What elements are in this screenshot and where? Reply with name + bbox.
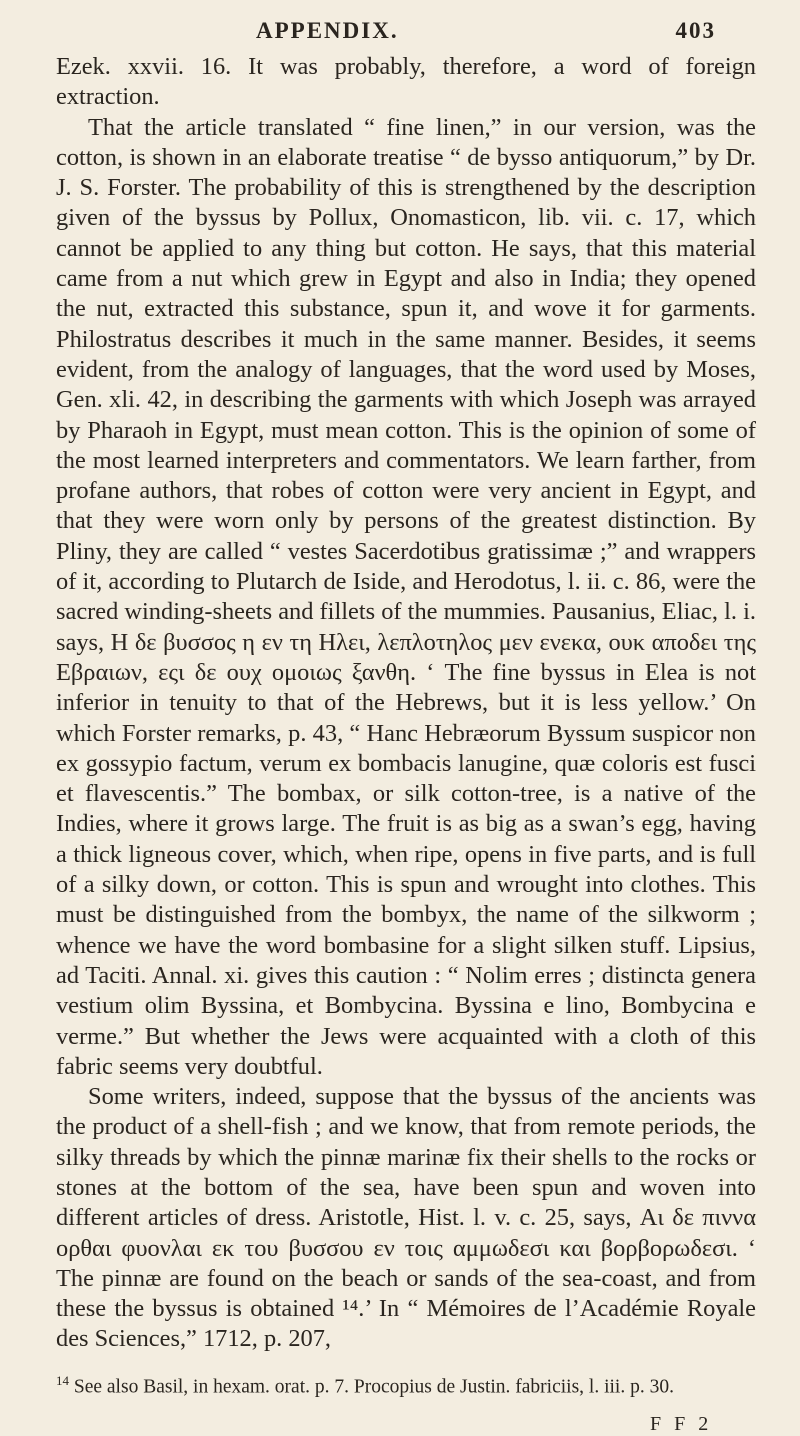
footnote-number: 14 <box>56 1372 69 1388</box>
footnote <box>56 1369 756 1400</box>
body-text <box>56 52 756 1355</box>
signature-mark: F F 2 <box>650 1413 713 1436</box>
paragraph-3: Some writers, indeed, suppose that the byssus of the ancients was the product of a shell-fish ; and we know, that from remote periods, the silky threads by which the pinnæ marinæ fix their shells to the rocks or stones at the bottom of the sea, have been spun and woven into different articles of dress. Aristotle, Hist. l. v. c. 25, says, Αι δε πιννα ορθαι φυονλαι εκ του βυσσου εν τοις αμμωδεσι και βορβορωδεσι. ‘ The pinnæ are found on the beach or sands of the sea-coast, and from these the byssus is obtained ¹⁴.’ In “ Mémoires de l’Académie Royale des Sciences,” 1712, p. 207, <box>56 1083 756 1353</box>
running-head: APPENDIX. <box>256 18 399 43</box>
page-number: 403 <box>675 18 716 43</box>
footnote-text: See also Basil, in hexam. orat. p. 7. Procopius de Justin. fabriciis, l. iii. p. 30. <box>73 1376 674 1398</box>
paragraph-1: Ezek. xxvii. 16. It was probably, therefore, a word of foreign extraction. <box>56 53 756 111</box>
paragraph-2: That the article translated “ fine linen,” in our version, was the cotton, is shown in an elaborate treatise “ de bysso antiquorum,” by Dr. J. S. Forster. The probability of this is strengthened by the description given of the byssus by Pollux, Onomasticon, lib. vii. c. 17, which cannot be applied to any thing but cotton. He says, that this material came from a nut which grew in Egypt and also in India; they opened the nut, extracted this substance, spun it, and wove it for garments. Philostratus describes it much in the same manner. Besides, it seems evident, from the analogy of languages, that the word used by Moses, Gen. xli. 42, in describing the garments with which Joseph was arrayed by Pharaoh in Egypt, must mean cotton. This is the opinion of some of the most learned interpreters and commentators. We learn farther, from profane authors, that robes of cotton were very ancient in Egypt, and that they were worn only by persons of the greatest distinction. By Pliny, they are called “ vestes Sacerdotibus gratissimæ ;” and wrappers of it, according to Plutarch de Iside, and Herodotus, l. ii. c. 86, were the sacred winding-sheets and fillets of the mummies. Pausanius, Eliac, l. i. says, Η δε βυσσος η εν τη Ηλει, λεπλοτηλος μεν ενεκα, ουκ αποδει της Εβραιων, εςι δε ουχ ομοιως ξανθη. ‘ The fine byssus in Elea is not inferior in tenuity to that of the Hebrews, but it is less yellow.’ On which Forster remarks, p. 43, “ Hanc Hebræorum Byssum suspicor non ex gossypio factum, verum ex bombacis lanugine, quæ coloris est fusci et flavescentis.” The bombax, or silk cotton-tree, is a native of the Indies, where it grows large. The fruit is as big as a swan’s egg, having a thick ligneous cover, which, when ripe, opens in five parts, and is full of a silky down, or cotton. This is spun and wrought into clothes. This must be distinguished from the bombyx, the name of the silkworm ; whence we have the word bombasine for a slight silken stuff. Lipsius, ad Taciti. Annal. xi. gives this caution : “ Nolim erres ; distincta genera vestium olim Byssina, et Bombycina. Byssina e lino, Bombycina e verme.” But whether the Jews were acquainted with a cloth of this fabric seems very doubtful. <box>56 113 756 1080</box>
page-header <box>56 16 756 52</box>
